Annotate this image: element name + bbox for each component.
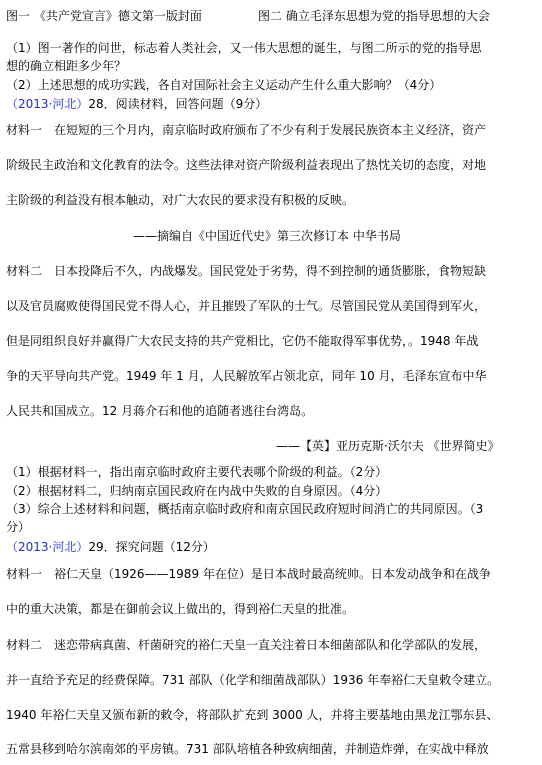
q29-material-2-line-3: 1940 年裕仁天皇又颁布新的敕令，将部队扩充到 3000 人，并将主要基地由黑龙江鄂东县、 <box>6 708 499 722</box>
figure-2-caption: 图二 确立毛泽东思想为党的指导思想的大会 <box>258 9 490 23</box>
question-1-line-2: 想的确立相距多少年？ <box>6 59 127 73</box>
q28-subquestion-3: （3）综合上述材料和问题，概括南京临时政府和南京国民政府短时间消亡的共同原因。（3 <box>6 502 484 516</box>
q29-material-2-line-2: 并一直给予充足的经费保障。731 部队（化学和细菌战部队）1936 年奉裕仁天皇敕令建立。 <box>6 673 500 687</box>
q28-material-1-line-1: 材料一 在短短的三个月内，南京临时政府颁布了不少有利于发展民族资本主义经济，资产 <box>6 123 487 137</box>
figure-1-caption: 图一 《共产党宣言》德文第一版封面 <box>6 9 202 23</box>
q28-material-2-line-5: 人民共和国成立。12 月蒋介石和他的追随者逃往台湾岛。 <box>6 404 314 418</box>
q29-material-1-line-1: 材料一 裕仁天皇（1926——1989 年在位）是日本战时最高统帅。日本发动战争和在战争 <box>6 567 491 581</box>
q29-material-2-line-4: 五常县移到哈尔滨南郊的平房镇。731 部队培植各种致病细菌，并制造炸弹，在实战中释放 <box>6 742 489 756</box>
q28-material-2-line-2: 以及官员腐败使得国民党不得人心，并且摧毁了军队的士气。尽管国民党从美国得到军火， <box>6 299 487 313</box>
q28-subquestion-2: （2）根据材料二，归纳南京国民政府在内战中失败的自身原因。（4分） <box>6 484 388 498</box>
q29-material-2-line-1: 材料二 迷恋带病真菌、杆菌研究的裕仁天皇一直关注着日本细菌部队和化学部队的发展， <box>6 638 487 652</box>
question-28-title: 28．阅读材料，回答问题（9分） <box>88 97 268 111</box>
question-29-heading <box>6 539 215 555</box>
q28-subquestion-3-cont: 分） <box>6 520 31 534</box>
question-28-source: （2013·河北） <box>6 97 89 111</box>
question-2-line: （2）上述思想的成功实践，各自对国际社会主义运动产生什么重大影响？（4分） <box>6 78 442 92</box>
q29-material-1-line-2: 中的重大决策，都是在御前会议上做出的，得到裕仁天皇的批准。 <box>6 602 355 616</box>
question-29-title: 29．探究问题（12分） <box>88 540 215 554</box>
question-29-source: （2013·河北） <box>6 540 89 554</box>
q28-material-2-line-1: 材料二 日本投降后不久，内战爆发。国民党处于劣势，得不到控制的通货膨胀，食物短缺 <box>6 264 487 278</box>
q28-subquestion-1: （1）根据材料一，指出南京临时政府主要代表哪个阶级的利益。（2分） <box>6 465 388 479</box>
q28-material-1-line-2: 阶级民主政治和文化教育的法令。这些法律对资产阶级利益表现出了热忱关切的态度，对地 <box>6 158 487 172</box>
question-28-heading <box>6 96 267 112</box>
question-1-line-1: （1）图一著作的问世，标志着人类社会，又一伟大思想的诞生，与图二所示的党的指导思 <box>6 41 482 55</box>
q28-material-2-citation: ——【英】亚历克斯·沃尔夫 《世界简史》 <box>276 439 500 453</box>
q28-material-1-citation: ——摘编自《中国近代史》第三次修订本 中华书局 <box>133 229 401 243</box>
q28-material-2-line-3: 但是同组织良好并赢得广大农民支持的共产党相比，它仍不能取得军事优势，。1948 年战 <box>6 334 479 348</box>
q28-material-1-line-3: 主阶级的利益没有根本触动，对广大农民的要求没有积极的反映。 <box>6 193 355 207</box>
q28-material-2-line-4: 争的天平导向共产党。1949 年 1 月，人民解放军占领北京，同年 10 月，毛泽东宣布中华 <box>6 369 487 383</box>
